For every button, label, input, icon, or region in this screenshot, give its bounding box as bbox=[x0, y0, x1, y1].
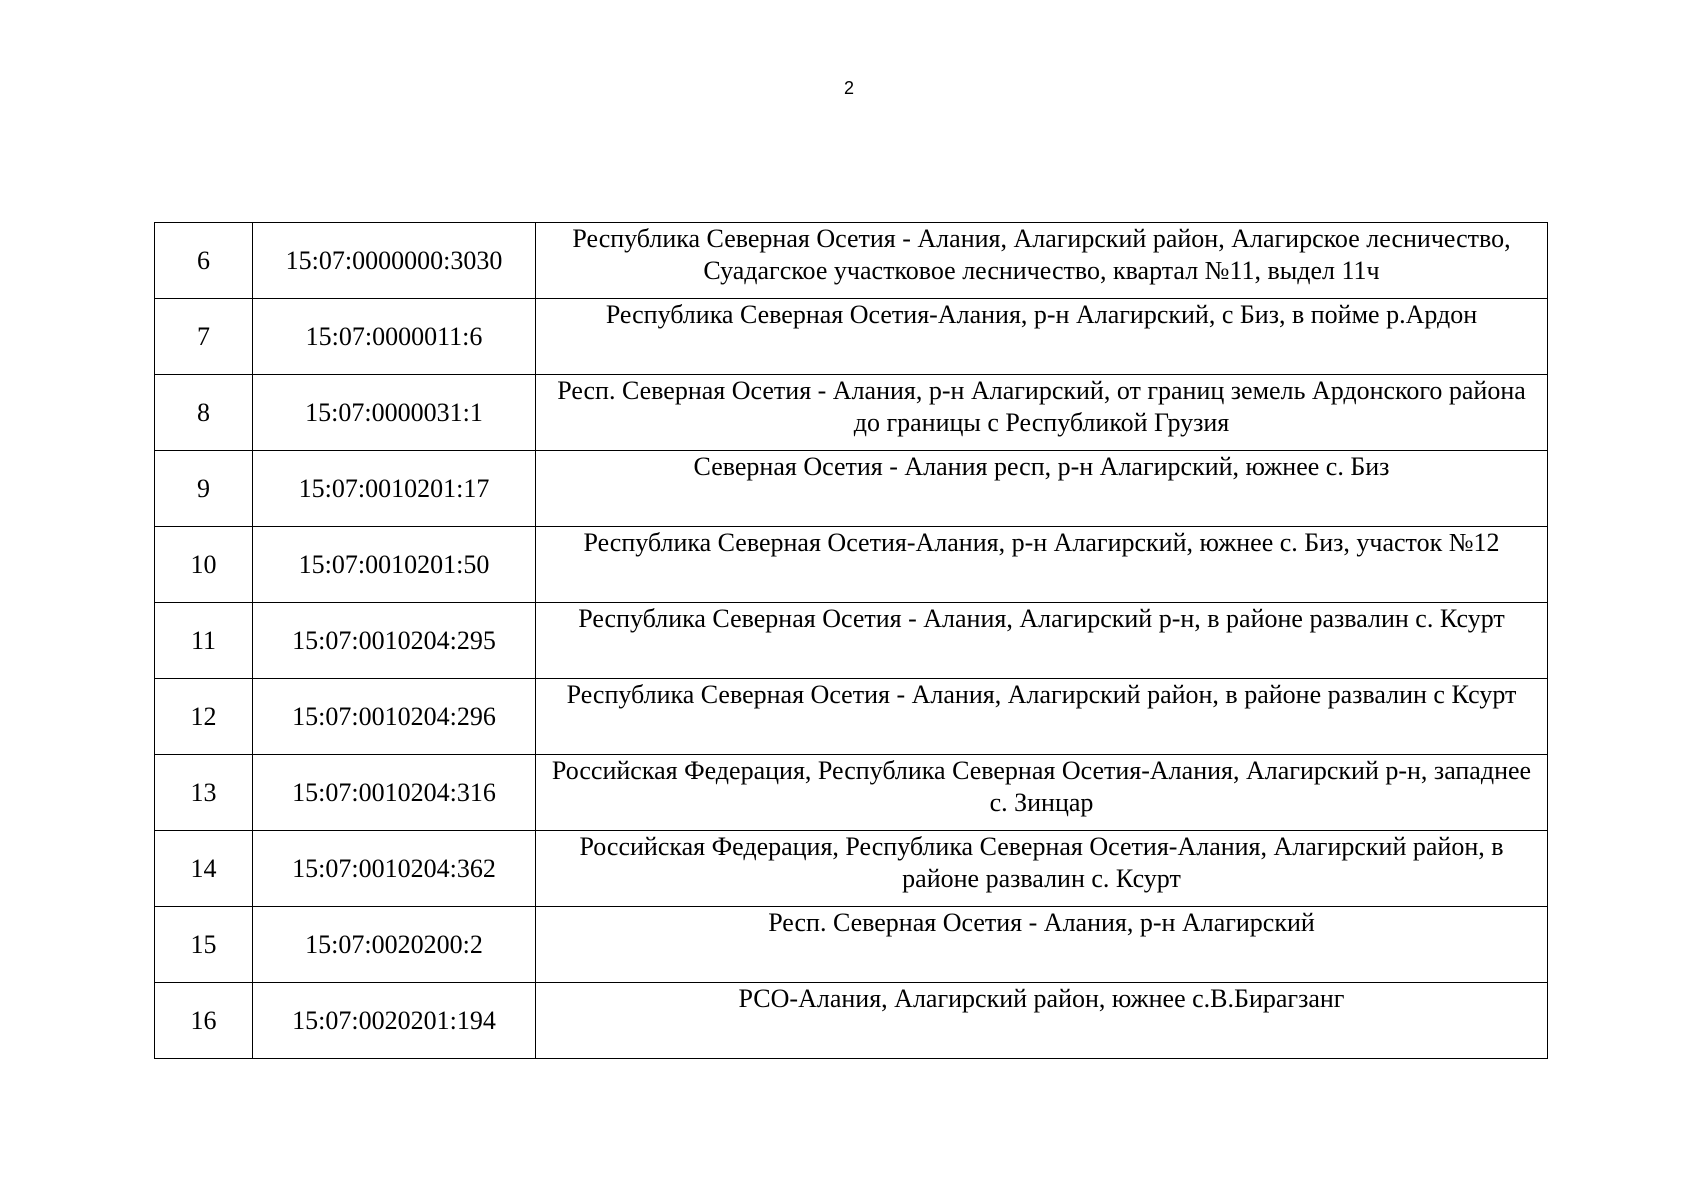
row-number: 7 bbox=[155, 299, 253, 375]
cadastral-number: 15:07:0010201:17 bbox=[253, 451, 536, 527]
address: Республика Северная Осетия-Алания, р-н Алагирский, южнее с. Биз, участок №12 bbox=[536, 527, 1548, 603]
table-row bbox=[155, 223, 1548, 299]
cadastral-number: 15:07:0000000:3030 bbox=[253, 223, 536, 299]
table-row bbox=[155, 755, 1548, 831]
address: Российская Федерация, Республика Северная Осетия-Алания, Алагирский район, в районе развалин с. Ксурт bbox=[536, 831, 1548, 907]
table-row bbox=[155, 679, 1548, 755]
row-number: 11 bbox=[155, 603, 253, 679]
row-number: 16 bbox=[155, 983, 253, 1059]
address: Северная Осетия - Алания респ, р-н Алагирский, южнее с. Биз bbox=[536, 451, 1548, 527]
address: РСО-Алания, Алагирский район, южнее с.В.Бирагзанг bbox=[536, 983, 1548, 1059]
row-number: 8 bbox=[155, 375, 253, 451]
row-number: 10 bbox=[155, 527, 253, 603]
table-row bbox=[155, 983, 1548, 1059]
row-number: 13 bbox=[155, 755, 253, 831]
address: Российская Федерация, Республика Северная Осетия-Алания, Алагирский р-н, западнее с. Зинцар bbox=[536, 755, 1548, 831]
address: Республика Северная Осетия - Алания, Алагирский район, в районе развалин с Ксурт bbox=[536, 679, 1548, 755]
row-number: 6 bbox=[155, 223, 253, 299]
cadastral-number: 15:07:0000031:1 bbox=[253, 375, 536, 451]
cadastral-number: 15:07:0010204:296 bbox=[253, 679, 536, 755]
cadastral-number: 15:07:0020201:194 bbox=[253, 983, 536, 1059]
row-number: 14 bbox=[155, 831, 253, 907]
cadastral-number: 15:07:0020200:2 bbox=[253, 907, 536, 983]
address: Республика Северная Осетия - Алания, Алагирский р-н, в районе развалин с. Ксурт bbox=[536, 603, 1548, 679]
table-row bbox=[155, 831, 1548, 907]
table-row bbox=[155, 375, 1548, 451]
cadastral-number: 15:07:0010204:362 bbox=[253, 831, 536, 907]
row-number: 12 bbox=[155, 679, 253, 755]
table-row bbox=[155, 907, 1548, 983]
address: Респ. Северная Осетия - Алания, р-н Алагирский bbox=[536, 907, 1548, 983]
row-number: 9 bbox=[155, 451, 253, 527]
address: Республика Северная Осетия - Алания, Алагирский район, Алагирское лесничество, Суадагское участковое лесничество, квартал №11, выдел 11ч bbox=[536, 223, 1548, 299]
cadastral-number: 15:07:0010201:50 bbox=[253, 527, 536, 603]
cadastral-number: 15:07:0010204:316 bbox=[253, 755, 536, 831]
table-row bbox=[155, 527, 1548, 603]
table-row bbox=[155, 299, 1548, 375]
parcels-table bbox=[154, 222, 1548, 1059]
cadastral-number: 15:07:0000011:6 bbox=[253, 299, 536, 375]
address: Респ. Северная Осетия - Алания, р-н Алагирский, от границ земель Ардонского района до границы с Республикой Грузия bbox=[536, 375, 1548, 451]
address: Республика Северная Осетия-Алания, р-н Алагирский, с Биз, в пойме р.Ардон bbox=[536, 299, 1548, 375]
table-row bbox=[155, 451, 1548, 527]
cadastral-number: 15:07:0010204:295 bbox=[253, 603, 536, 679]
page-number: 2 bbox=[843, 78, 854, 98]
row-number: 15 bbox=[155, 907, 253, 983]
table-row bbox=[155, 603, 1548, 679]
